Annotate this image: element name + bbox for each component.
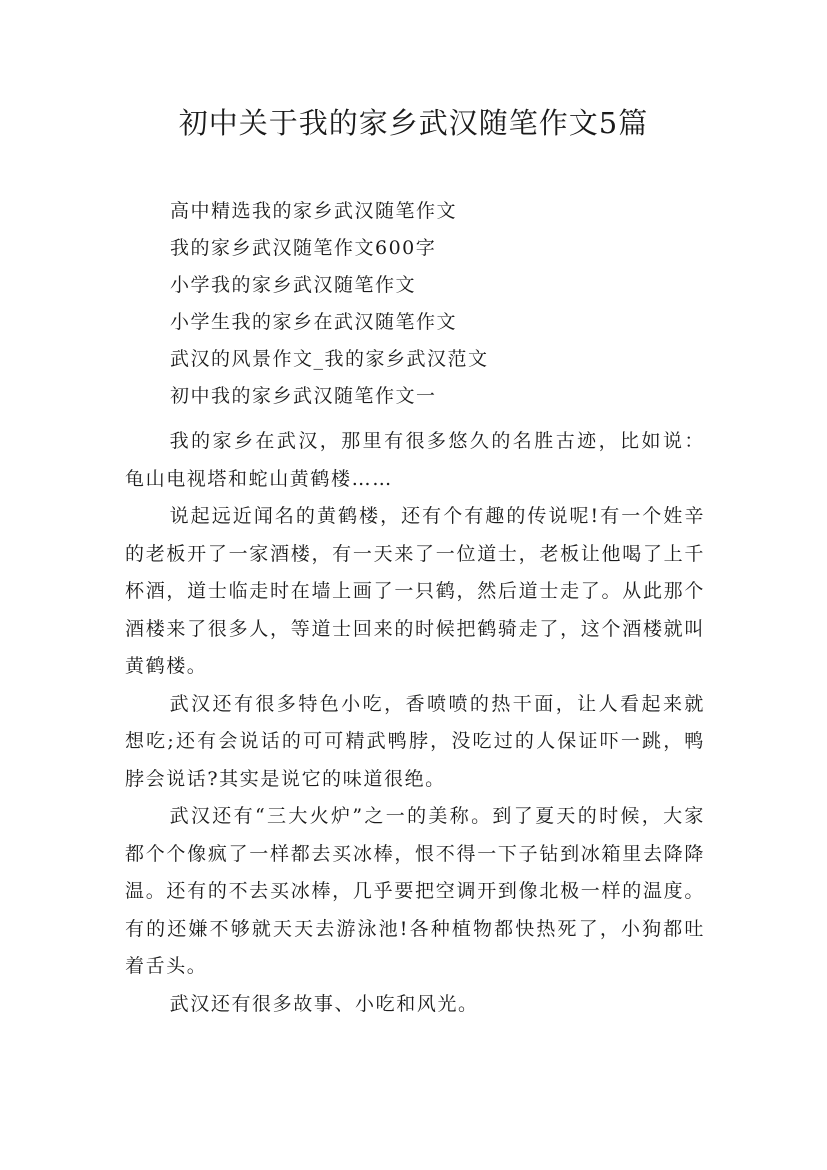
article-list — [170, 193, 730, 415]
document-title: 初中关于我的家乡武汉随笔作文5篇 — [178, 106, 649, 140]
article-body — [125, 423, 705, 1023]
body-paragraph: 说起远近闻名的黄鹤楼，还有个有趣的传说呢!有一个姓辛的老板开了一家酒楼，有一天来了一位道士，老板让他喝了上千杯酒，道士临走时在墙上画了一只鹤，然后道士走了。从此那个酒楼来了很多人，等道士回来的时候把鹤骑走了，这个酒楼就叫黄鹤楼。 — [125, 505, 705, 677]
article-list-item: 初中我的家乡武汉随笔作文一 — [170, 385, 437, 407]
article-list-item: 我的家乡武汉随笔作文600字 — [170, 237, 437, 259]
article-list-item: 武汉的风景作文_我的家乡武汉范文 — [170, 348, 489, 370]
body-paragraph: 武汉还有很多故事、小吃和风光。 — [169, 992, 479, 1015]
body-paragraph: 武汉还有“三大火炉”之一的美称。到了夏天的时候，大家都个个像疯了一样都去买冰棒，恨不得一下子钻到冰箱里去降降温。还有的不去买冰棒，几乎要把空调开到像北极一样的温度。有的还嫌不够就天天去游泳池!各种植物都快热死了，小狗都吐着舌头。 — [125, 805, 705, 977]
body-paragraph: 武汉还有很多特色小吃，香喷喷的热干面，让人看起来就想吃;还有会说话的可可精武鸭脖，没吃过的人保证吓一跳，鸭脖会说话?其实是说它的味道很绝。 — [125, 692, 705, 790]
body-paragraph: 我的家乡在武汉，那里有很多悠久的名胜古迹，比如说：龟山电视塔和蛇山黄鹤楼…… — [125, 430, 705, 490]
article-list-item: 高中精选我的家乡武汉随笔作文 — [170, 200, 458, 222]
article-list-item: 小学生我的家乡在武汉随笔作文 — [170, 311, 458, 333]
article-list-item: 小学我的家乡武汉随笔作文 — [170, 274, 417, 296]
